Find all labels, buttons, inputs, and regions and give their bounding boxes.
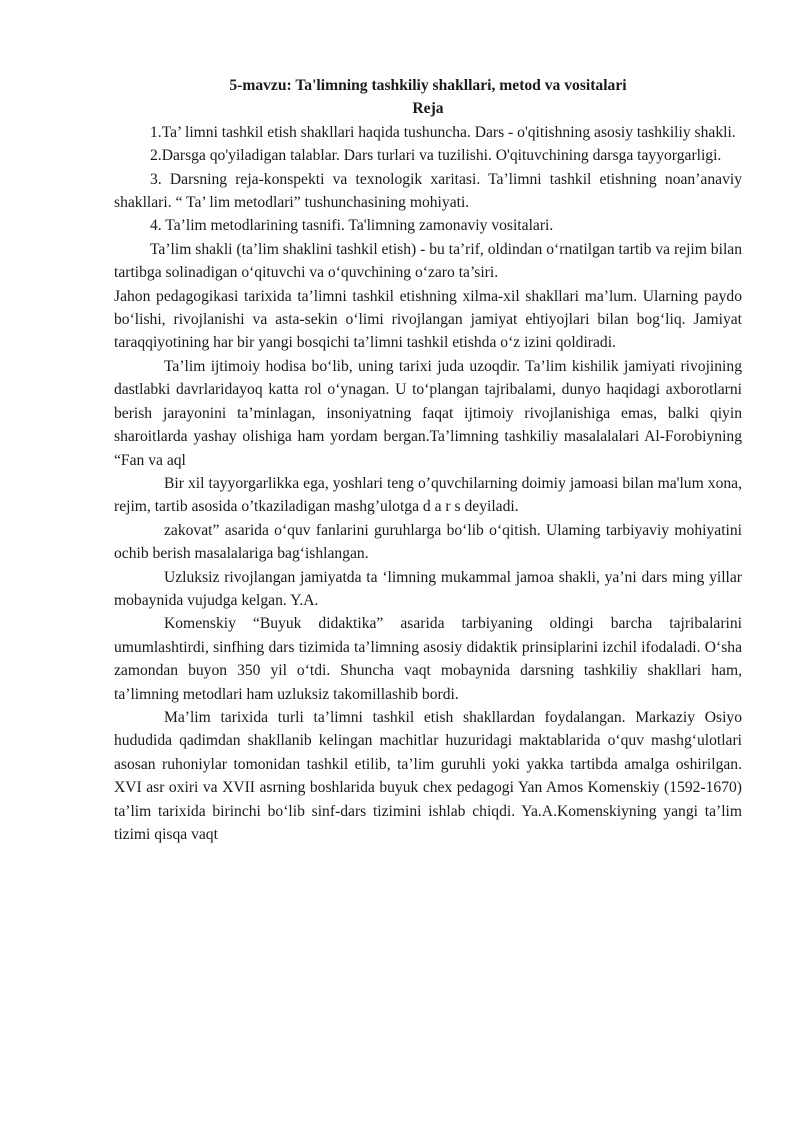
plan-heading: Reja bbox=[412, 100, 444, 118]
paragraph-dars-definition: Bir xil tayyorgarlikka ega, yoshlari teng o’quvchilarning doimiy jamoasi bilan ma'lum xona, rejim, tartib asosida o’tkaziladigan mashg’ulotga d a r s deyiladi. bbox=[114, 474, 742, 516]
paragraph-komenskiy: Komenskiy “Buyuk didaktika” asarida tarbiyaning oldingi barcha tajribalarini umumlashtirdi, sinfhing dars tizimida ta’limning asosiy didaktik prinsiplarini izchil ifodaladi. O‘sha zamondan buyon 350 yil o‘tdi. Shuncha vaqt mobaynida darsning tashkiliy shakllari ham, ta’limning metodlari ham uzluksiz takomillashib bordi. bbox=[114, 615, 742, 703]
paragraph-history: Jahon pedagogikasi tarixida ta’limni tashkil etishning xilma-xil shakllari ma’lum. Ularning paydo bo‘lishi, rivojlanishi va asta-sekin o‘limi rivojlangan jamiyat ehtiyojlari bilan bog‘liq. Jamiyat taraqqiyotining har bir yangi bosqichi ta’limni tashkil etishda o‘z izini qoldiradi. bbox=[114, 287, 742, 352]
plan-item-4: 4. Ta’lim metodlarining tasnifi. Ta'limning zamonaviy vositalari. bbox=[150, 217, 554, 235]
paragraph-central-asia: Ma’lim tarixida turli ta’limni tashkil etish shakllardan foydalangan. Markaziy Osiyo hududida qadimdan shakllanib kelingan machitlar huzuridagi maktablarida o‘quv mashg‘ulotlari asosan ruhoniylar tomonidan tashkil etilib, ta’lim guruhli yoki yakka tartibda amalga oshirilgan. XVI asr oxiri va XVII asrning boshlarida buyuk chex pedagogi Yan Amos Komenskiy (1592-1670) ta’lim tarixida birinchi bo‘lib sinf-dars tizimini ishlab chiqdi. Ya.A.Komenskiyning yangi ta’lim tizimi qisqa vaqt bbox=[114, 708, 742, 843]
plan-item-2: 2.Darsga qo'yiladigan talablar. Dars turlari va tuzilishi. O'qituvchining darsga tayyorgarligi. bbox=[150, 147, 722, 165]
plan-item-3: 3. Darsning reja-konspekti va texnologik xaritasi. Ta’limni tashkil etishning noan’anaviy shakllari. “ Ta’ lim metodlari” tushunchasining mohiyati. bbox=[114, 170, 742, 212]
paragraph-zakovat: zakovat” asarida o‘quv fanlarini guruhlarga bo‘lib o‘qitish. Ulaming tarbiyaviy mohiyatini ochib berish masalalariga bag‘ishlangan. bbox=[114, 521, 742, 563]
paragraph-definition: Ta’lim shakli (ta’lim shaklini tashkil etish) - bu ta’rif, oldindan o‘rnatilgan tartib va rejim bilan tartibga solinadigan o‘qituvchi va o‘quvchining o‘zaro ta’siri. bbox=[114, 240, 742, 282]
paragraph-social: Ta’lim ijtimoiy hodisa bo‘lib, uning tarixi juda uzoqdir. Ta’lim kishilik jamiyati rivojining dastlabki davrlaridayoq katta rol o‘ynagan. U to‘plangan tajribalami, dunyo haqidagi axborotlarni berish jarayonini ta’minlagan, insoniyatning faqat ijtimoiy rivojlanishiga emas, balki qiyin sharoitlarda yashay olishiga ham yordam bergan.Ta’limning tashkiliy masalalalari Al-Forobiyning “Fan va aql bbox=[114, 357, 742, 469]
document-title: 5-mavzu: Ta'limning tashkiliy shakllari, metod va vositalari bbox=[229, 77, 627, 94]
plan-item-1: 1.Ta’ limni tashkil etish shakllari haqida tushuncha. Dars - o'qitishning asosiy tashkiliy shakli. bbox=[150, 123, 736, 141]
document-page bbox=[114, 74, 742, 846]
paragraph-continuous: Uzluksiz rivojlangan jamiyatda ta ‘limning mukammal jamoa shakli, ya’ni dars ming yillar mobaynida vujudga kelgan. Y.A. bbox=[114, 568, 742, 609]
